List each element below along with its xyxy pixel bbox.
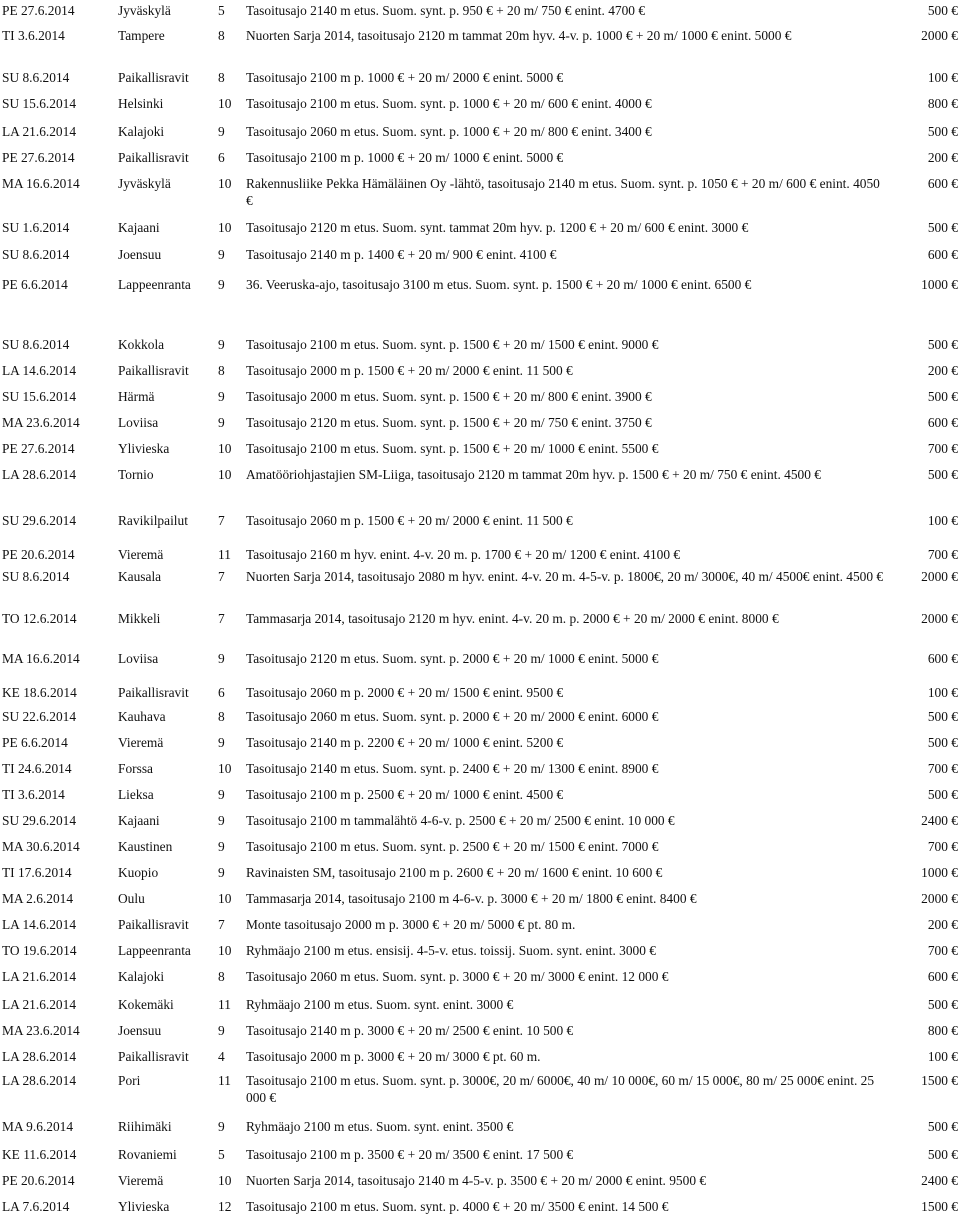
row-prize: 600 €: [927, 247, 958, 262]
row-description: Tasoitusajo 2100 m tammalähtö 4-6-v. p. 2500 € + 20 m/ 2500 € enint. 10 000 €: [246, 813, 675, 828]
row-date: LA 14.6.2014: [2, 363, 77, 378]
row-count: 7: [218, 569, 225, 584]
row-description: Tasoitusajo 2140 m p. 3000 € + 20 m/ 2500 € enint. 10 500 €: [246, 1023, 574, 1038]
row-date: LA 7.6.2014: [2, 1199, 70, 1214]
row-date: SU 15.6.2014: [2, 389, 77, 404]
row-date: PE 6.6.2014: [2, 277, 68, 292]
row-location: Kajaani: [118, 220, 160, 235]
row-prize: 100 €: [927, 1049, 958, 1064]
row-date: SU 1.6.2014: [2, 220, 70, 235]
row-description: Tasoitusajo 2100 m etus. Suom. synt. p. 1000 € + 20 m/ 600 € enint. 4000 €: [246, 96, 652, 111]
row-count: 8: [218, 70, 225, 85]
row-date: PE 20.6.2014: [2, 1173, 75, 1188]
row-location: Kauhava: [118, 709, 166, 724]
row-description: Ryhmäajo 2100 m etus. ensisij. 4-5-v. etus. toissij. Suom. synt. enint. 3000 €: [246, 943, 656, 958]
row-location: Kokkola: [118, 337, 165, 352]
row-date: MA 23.6.2014: [2, 1023, 80, 1038]
row-description: Tasoitusajo 2100 m p. 3500 € + 20 m/ 3500 € enint. 17 500 €: [246, 1147, 574, 1162]
row-date: PE 6.6.2014: [2, 735, 68, 750]
row-location: Paikallisravit: [118, 363, 189, 378]
row-prize: 500 €: [927, 997, 958, 1012]
row-location: Loviisa: [118, 651, 159, 666]
row-prize: 800 €: [927, 1023, 958, 1038]
row-date: SU 15.6.2014: [2, 96, 77, 111]
row-date: LA 28.6.2014: [2, 1049, 77, 1064]
row-date: TI 3.6.2014: [2, 28, 65, 43]
row-date: MA 16.6.2014: [2, 651, 80, 666]
row-location: Joensuu: [118, 247, 162, 262]
row-description: Tasoitusajo 2100 m etus. Suom. synt. p. 1500 € + 20 m/ 1500 € enint. 9000 €: [246, 337, 659, 352]
row-prize: 600 €: [927, 176, 958, 191]
row-date: TI 24.6.2014: [2, 761, 72, 776]
row-prize: 500 €: [927, 337, 958, 352]
row-description: Tasoitusajo 2120 m etus. Suom. synt. tammat 20m hyv. p. 1200 € + 20 m/ 600 € enint. 3000 €: [246, 220, 749, 235]
row-date: SU 8.6.2014: [2, 247, 70, 262]
row-location: Paikallisravit: [118, 70, 189, 85]
row-count: 9: [218, 735, 225, 750]
row-location: Kausala: [118, 569, 162, 584]
row-description: Tasoitusajo 2100 m p. 1000 € + 20 m/ 1000 € enint. 5000 €: [246, 150, 564, 165]
row-location: Paikallisravit: [118, 685, 189, 700]
row-date: LA 14.6.2014: [2, 917, 77, 932]
row-count: 9: [218, 337, 225, 352]
row-count: 11: [218, 547, 231, 562]
row-count: 8: [218, 969, 225, 984]
row-prize: 500 €: [927, 1119, 958, 1134]
row-prize: 500 €: [927, 389, 958, 404]
row-description: Tasoitusajo 2120 m etus. Suom. synt. p. 2000 € + 20 m/ 1000 € enint. 5000 €: [246, 651, 659, 666]
row-date: SU 8.6.2014: [2, 569, 70, 584]
row-count: 9: [218, 415, 225, 430]
row-description: Nuorten Sarja 2014, tasoitusajo 2120 m tammat 20m hyv. 4-v. p. 1000 € + 20 m/ 1000 € enint. 5000 €: [246, 28, 792, 43]
row-location: Kuopio: [118, 865, 159, 880]
row-prize: 1000 €: [921, 277, 958, 292]
row-date: TI 17.6.2014: [2, 865, 72, 880]
row-count: 9: [218, 247, 225, 262]
row-prize: 100 €: [927, 513, 958, 528]
row-prize: 100 €: [927, 685, 958, 700]
row-prize: 600 €: [927, 651, 958, 666]
row-date: MA 30.6.2014: [2, 839, 80, 854]
row-description: Nuorten Sarja 2014, tasoitusajo 2140 m 4-5-v. p. 3500 € + 20 m/ 2000 € enint. 9500 €: [246, 1173, 707, 1188]
row-prize: 500 €: [927, 467, 958, 482]
row-prize: 100 €: [927, 70, 958, 85]
row-description: Tasoitusajo 2060 m etus. Suom. synt. p. 1000 € + 20 m/ 800 € enint. 3400 €: [246, 124, 652, 139]
row-location: Helsinki: [118, 96, 164, 111]
row-count: 10: [218, 761, 232, 776]
row-location: Joensuu: [118, 1023, 162, 1038]
row-description: Tasoitusajo 2120 m etus. Suom. synt. p. 1500 € + 20 m/ 750 € enint. 3750 €: [246, 415, 652, 430]
row-date: LA 28.6.2014: [2, 1073, 77, 1088]
row-date: KE 11.6.2014: [2, 1147, 77, 1162]
row-prize: 2000 €: [921, 891, 958, 906]
row-count: 8: [218, 709, 225, 724]
row-prize: 200 €: [927, 363, 958, 378]
row-date: SU 8.6.2014: [2, 70, 70, 85]
row-prize: 2000 €: [921, 569, 958, 584]
row-prize: 1000 €: [921, 865, 958, 880]
row-description: Ravinaisten SM, tasoitusajo 2100 m p. 2600 € + 20 m/ 1600 € enint. 10 600 €: [246, 865, 663, 880]
row-description: Tasoitusajo 2100 m etus. Suom. synt. p. 1500 € + 20 m/ 1000 € enint. 5500 €: [246, 441, 659, 456]
row-date: MA 9.6.2014: [2, 1119, 74, 1134]
row-location: Kajaani: [118, 813, 160, 828]
row-description: Tasoitusajo 2000 m p. 1500 € + 20 m/ 2000 € enint. 11 500 €: [246, 363, 573, 378]
row-prize: 700 €: [927, 761, 958, 776]
row-location: Kaustinen: [118, 839, 173, 854]
row-date: SU 22.6.2014: [2, 709, 77, 724]
row-count: 10: [218, 467, 232, 482]
row-count: 10: [218, 943, 232, 958]
row-date: PE 27.6.2014: [2, 3, 75, 18]
row-description: Tammasarja 2014, tasoitusajo 2100 m 4-6-v. p. 3000 € + 20 m/ 1800 € enint. 8400 €: [246, 891, 697, 906]
row-count: 9: [218, 124, 225, 139]
row-prize: 200 €: [927, 150, 958, 165]
row-description: Tasoitusajo 2140 m etus. Suom. synt. p. 2400 € + 20 m/ 1300 € enint. 8900 €: [246, 761, 659, 776]
row-date: MA 23.6.2014: [2, 415, 80, 430]
row-description: Rakennusliike Pekka Hämäläinen Oy -lähtö, tasoitusajo 2140 m etus. Suom. synt. p. 1050 € + 20 m/ 600 € enint. 4050 €: [246, 176, 880, 208]
row-prize: 500 €: [927, 735, 958, 750]
row-description: Tasoitusajo 2060 m p. 1500 € + 20 m/ 2000 € enint. 11 500 €: [246, 513, 573, 528]
row-location: Loviisa: [118, 415, 159, 430]
row-prize: 700 €: [927, 839, 958, 854]
row-location: Kokemäki: [118, 997, 174, 1012]
row-location: Härmä: [118, 389, 155, 404]
row-date: PE 27.6.2014: [2, 441, 75, 456]
row-count: 9: [218, 813, 225, 828]
row-date: LA 21.6.2014: [2, 997, 77, 1012]
row-prize: 2400 €: [921, 1173, 958, 1188]
row-count: 10: [218, 96, 232, 111]
row-description: Tasoitusajo 2060 m etus. Suom. synt. p. 3000 € + 20 m/ 3000 € enint. 12 000 €: [246, 969, 669, 984]
row-date: LA 21.6.2014: [2, 969, 77, 984]
row-location: Lappeenranta: [118, 943, 191, 958]
row-prize: 2000 €: [921, 28, 958, 43]
row-description: Tasoitusajo 2100 m etus. Suom. synt. p. 4000 € + 20 m/ 3500 € enint. 14 500 €: [246, 1199, 669, 1214]
row-prize: 600 €: [927, 415, 958, 430]
row-count: 9: [218, 651, 225, 666]
row-count: 9: [218, 1023, 225, 1038]
row-location: Jyväskylä: [118, 3, 171, 18]
row-count: 9: [218, 277, 225, 292]
row-count: 9: [218, 787, 225, 802]
row-prize: 1500 €: [921, 1073, 958, 1088]
row-location: Paikallisravit: [118, 1049, 189, 1064]
row-location: Kalajoki: [118, 969, 165, 984]
row-location: Riihimäki: [118, 1119, 172, 1134]
row-location: Ylivieska: [118, 441, 170, 456]
row-description: Tasoitusajo 2140 m etus. Suom. synt. p. 950 € + 20 m/ 750 € enint. 4700 €: [246, 3, 646, 18]
row-location: Jyväskylä: [118, 176, 171, 191]
row-description: Tasoitusajo 2100 m p. 1000 € + 20 m/ 2000 € enint. 5000 €: [246, 70, 564, 85]
row-date: TI 3.6.2014: [2, 787, 65, 802]
row-description: Tasoitusajo 2060 m p. 2000 € + 20 m/ 1500 € enint. 9500 €: [246, 685, 564, 700]
row-prize: 700 €: [927, 547, 958, 562]
row-count: 12: [218, 1199, 232, 1214]
row-prize: 500 €: [927, 1147, 958, 1162]
row-count: 4: [218, 1049, 225, 1064]
row-count: 5: [218, 3, 225, 18]
row-count: 9: [218, 1119, 225, 1134]
row-date: LA 21.6.2014: [2, 124, 77, 139]
row-count: 6: [218, 150, 225, 165]
row-count: 7: [218, 513, 225, 528]
row-prize: 2000 €: [921, 611, 958, 626]
row-count: 7: [218, 917, 225, 932]
row-count: 11: [218, 997, 231, 1012]
row-location: Paikallisravit: [118, 150, 189, 165]
row-location: Forssa: [118, 761, 153, 776]
row-prize: 700 €: [927, 441, 958, 456]
row-location: Lieksa: [118, 787, 154, 802]
row-description: Tasoitusajo 2100 m etus. Suom. synt. p. 3000€, 20 m/ 6000€, 40 m/ 10 000€, 60 m/ 15 000€, 80 m/ 25 000€ enint. 25 000 €: [246, 1073, 875, 1105]
row-location: Pori: [118, 1073, 141, 1088]
row-description: Ryhmäajo 2100 m etus. Suom. synt. enint. 3000 €: [246, 997, 514, 1012]
row-location: Kalajoki: [118, 124, 165, 139]
row-prize: 200 €: [927, 917, 958, 932]
row-description: Tasoitusajo 2140 m p. 1400 € + 20 m/ 900 € enint. 4100 €: [246, 247, 557, 262]
row-prize: 500 €: [927, 787, 958, 802]
row-location: Vieremä: [118, 1173, 164, 1188]
row-description: Tasoitusajo 2060 m etus. Suom. synt. p. 2000 € + 20 m/ 2000 € enint. 6000 €: [246, 709, 659, 724]
row-description: Tasoitusajo 2100 m etus. Suom. synt. p. 2500 € + 20 m/ 1500 € enint. 7000 €: [246, 839, 659, 854]
row-count: 9: [218, 839, 225, 854]
row-prize: 800 €: [927, 96, 958, 111]
row-count: 10: [218, 891, 232, 906]
row-location: Paikallisravit: [118, 917, 189, 932]
row-prize: 500 €: [927, 124, 958, 139]
row-description: Tasoitusajo 2140 m p. 2200 € + 20 m/ 1000 € enint. 5200 €: [246, 735, 564, 750]
row-count: 5: [218, 1147, 225, 1162]
row-count: 7: [218, 611, 225, 626]
row-prize: 2400 €: [921, 813, 958, 828]
row-count: 8: [218, 28, 225, 43]
row-description: 36. Veeruska-ajo, tasoitusajo 3100 m etus. Suom. synt. p. 1500 € + 20 m/ 1000 € enint. 6500 €: [246, 277, 752, 292]
row-location: Lappeenranta: [118, 277, 191, 292]
row-location: Tornio: [118, 467, 154, 482]
row-count: 10: [218, 441, 232, 456]
row-count: 9: [218, 389, 225, 404]
row-date: LA 28.6.2014: [2, 467, 77, 482]
row-count: 10: [218, 1173, 232, 1188]
row-prize: 500 €: [927, 709, 958, 724]
row-description: Amatööriohjastajien SM-Liiga, tasoitusajo 2120 m tammat 20m hyv. p. 1500 € + 20 m/ 750 € enint. 4500 €: [246, 467, 821, 482]
row-location: Mikkeli: [118, 611, 161, 626]
row-date: PE 27.6.2014: [2, 150, 75, 165]
row-location: Oulu: [118, 891, 145, 906]
row-count: 10: [218, 220, 232, 235]
row-date: MA 2.6.2014: [2, 891, 74, 906]
row-description: Tammasarja 2014, tasoitusajo 2120 m hyv. enint. 4-v. 20 m. p. 2000 € + 20 m/ 2000 € enint. 8000 €: [246, 611, 779, 626]
row-location: Ylivieska: [118, 1199, 170, 1214]
row-count: 9: [218, 865, 225, 880]
row-location: Tampere: [118, 28, 165, 43]
row-location: Ravikilpailut: [118, 513, 188, 528]
row-count: 6: [218, 685, 225, 700]
row-date: MA 16.6.2014: [2, 176, 80, 191]
row-prize: 600 €: [927, 969, 958, 984]
row-date: SU 29.6.2014: [2, 513, 77, 528]
row-date: KE 18.6.2014: [2, 685, 77, 700]
row-count: 8: [218, 363, 225, 378]
row-count: 11: [218, 1073, 231, 1088]
row-date: SU 29.6.2014: [2, 813, 77, 828]
row-prize: 700 €: [927, 943, 958, 958]
row-date: TO 19.6.2014: [2, 943, 77, 958]
row-count: 10: [218, 176, 232, 191]
row-description: Tasoitusajo 2100 m p. 2500 € + 20 m/ 1000 € enint. 4500 €: [246, 787, 564, 802]
row-description: Monte tasoitusajo 2000 m p. 3000 € + 20 m/ 5000 € pt. 80 m.: [246, 917, 576, 932]
row-location: Rovaniemi: [118, 1147, 177, 1162]
row-description: Tasoitusajo 2000 m etus. Suom. synt. p. 1500 € + 20 m/ 800 € enint. 3900 €: [246, 389, 652, 404]
row-prize: 500 €: [927, 220, 958, 235]
row-date: TO 12.6.2014: [2, 611, 77, 626]
row-date: SU 8.6.2014: [2, 337, 70, 352]
row-description: Tasoitusajo 2160 m hyv. enint. 4-v. 20 m. p. 1700 € + 20 m/ 1200 € enint. 4100 €: [246, 547, 681, 562]
row-location: Vieremä: [118, 735, 164, 750]
row-description: Ryhmäajo 2100 m etus. Suom. synt. enint. 3500 €: [246, 1119, 514, 1134]
row-description: Nuorten Sarja 2014, tasoitusajo 2080 m hyv. enint. 4-v. 20 m. 4-5-v. p. 1800€, 20 m/ 3000€, 40 m/ 4500€ enint. 4500 €: [246, 569, 884, 584]
row-location: Vieremä: [118, 547, 164, 562]
row-prize: 1500 €: [921, 1199, 958, 1214]
row-prize: 500 €: [927, 3, 958, 18]
row-date: PE 20.6.2014: [2, 547, 75, 562]
row-description: Tasoitusajo 2000 m p. 3000 € + 20 m/ 3000 € pt. 60 m.: [246, 1049, 541, 1064]
